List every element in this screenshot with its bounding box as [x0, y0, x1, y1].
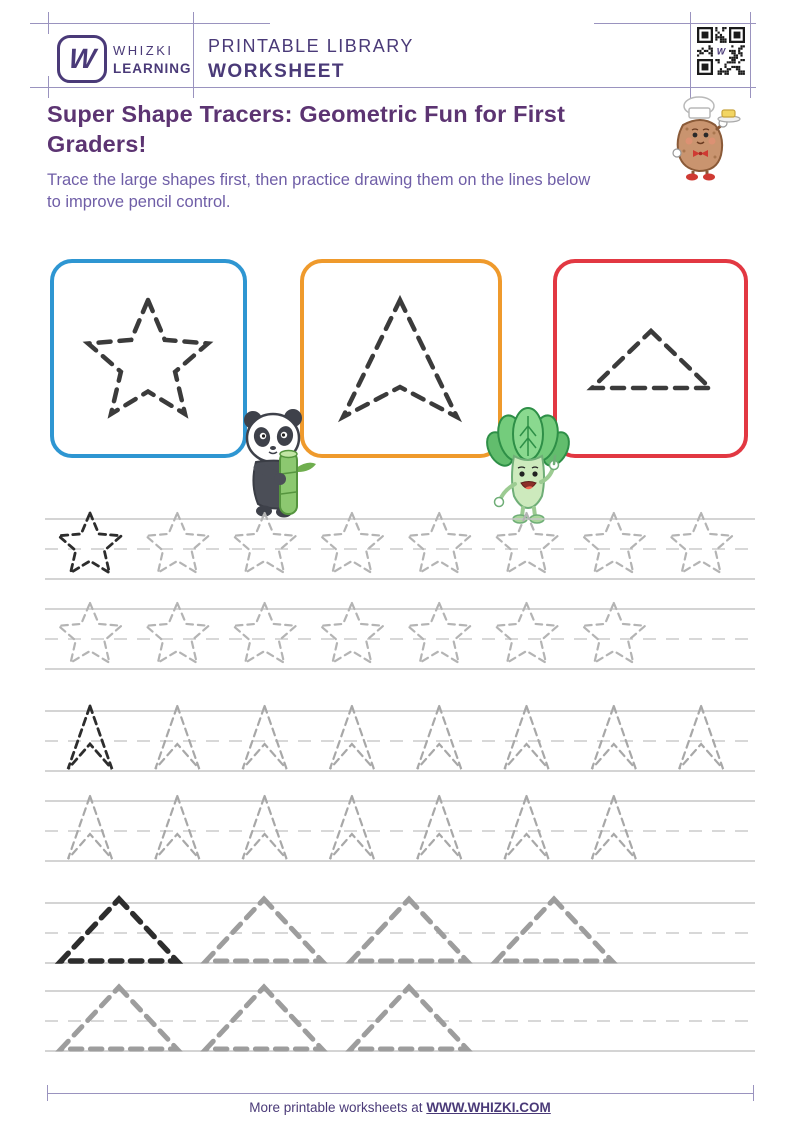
traceable-star	[408, 603, 471, 663]
printable-library-label: PRINTABLE LIBRARY	[208, 36, 414, 56]
traceable-arrow	[592, 706, 636, 769]
traceable-star	[408, 513, 471, 573]
traceable-star	[321, 513, 384, 573]
document-type-block	[208, 36, 414, 83]
traceable-arrow	[243, 706, 287, 769]
panda-with-bamboo-mascot	[236, 406, 334, 520]
traceable-triangle-example	[61, 899, 177, 961]
traceable-arrow	[155, 706, 199, 769]
traceable-arrow	[679, 706, 723, 769]
traceable-arrow	[330, 706, 374, 769]
trace-box-star	[50, 259, 247, 458]
trim-tick-footer-right	[753, 1085, 754, 1101]
trim-line-top-right	[594, 23, 756, 24]
practice-row-triangle	[45, 899, 755, 963]
traceable-star-example	[59, 513, 122, 573]
footer	[0, 1100, 800, 1115]
traceable-star	[670, 513, 733, 573]
traceable-arrow	[505, 796, 549, 859]
traceable-star	[146, 513, 209, 573]
brand-whizki: WHIZKI	[113, 43, 174, 58]
traceable-arrow	[417, 796, 461, 859]
trim-line-footer	[47, 1093, 753, 1094]
qr-code-icon	[697, 27, 745, 75]
traceable-star	[582, 603, 645, 663]
potato-chef-mascot	[663, 95, 745, 181]
traceable-arrow	[155, 796, 199, 859]
trim-line-header-bottom	[30, 87, 756, 88]
footer-website-link[interactable]: WWW.WHIZKI.COM	[426, 1100, 551, 1115]
instructions-text: Trace the large shapes first, then practice drawing them on the lines below to improve pencil control.	[47, 171, 591, 211]
traceable-triangle	[351, 899, 467, 961]
practice-row-arrow	[45, 796, 755, 861]
whizki-logo	[57, 35, 107, 83]
trim-tick-footer-left	[47, 1085, 48, 1101]
header-divider-line	[193, 12, 194, 98]
traceable-triangle	[351, 987, 467, 1049]
traceable-star	[146, 603, 209, 663]
traceable-arrow	[417, 706, 461, 769]
traceable-star	[495, 603, 558, 663]
traceable-star	[233, 603, 296, 663]
trace-box-triangle	[553, 259, 748, 458]
traceable-star	[59, 603, 122, 663]
worksheet-label: WORKSHEET	[208, 61, 345, 82]
traceable-arrow	[68, 796, 112, 859]
logo-w-icon: W	[67, 43, 97, 74]
traceable-arrow	[592, 796, 636, 859]
trim-tick-qr-right	[750, 12, 751, 98]
trim-line-top-left	[30, 23, 270, 24]
practice-row-star	[45, 513, 755, 579]
svg-text:W: W	[716, 46, 726, 57]
page-title: Super Shape Tracers: Geometric Fun for First Graders!	[47, 101, 566, 157]
trim-tick-qr-left	[690, 12, 691, 98]
traceable-arrow-example	[68, 706, 112, 769]
trim-tick-left-top	[48, 12, 49, 34]
traceable-star	[233, 513, 296, 573]
traceable-triangle	[496, 899, 612, 961]
footer-text: More printable worksheets at	[249, 1100, 423, 1115]
traceable-star	[582, 513, 645, 573]
bok-choy-mascot	[482, 404, 574, 526]
traceable-arrow	[243, 796, 287, 859]
traceable-triangle	[206, 899, 322, 961]
practice-row-star	[45, 603, 755, 669]
brand-learning: LEARNING	[113, 61, 192, 76]
traceable-star	[321, 603, 384, 663]
traceable-arrow	[330, 796, 374, 859]
practice-row-triangle	[45, 987, 755, 1051]
practice-row-arrow	[45, 706, 755, 771]
trim-tick-left-bottom	[48, 76, 49, 98]
brand-name	[113, 43, 192, 76]
traceable-triangle	[206, 987, 322, 1049]
traceable-triangle	[61, 987, 177, 1049]
traceable-arrow	[505, 706, 549, 769]
